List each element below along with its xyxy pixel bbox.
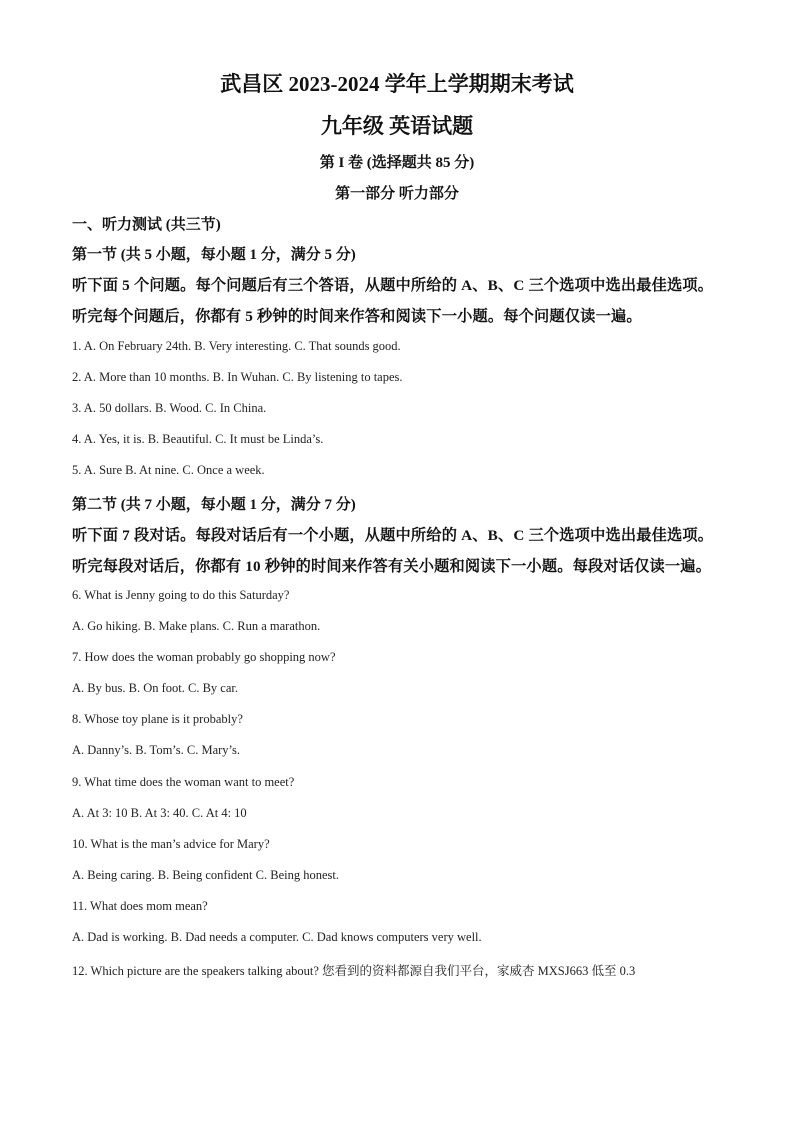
question-item: 8. Whose toy plane is it probably? [72, 712, 243, 726]
section2-instruction: 听下面 7 段对话。每段对话后有一个小题，从题中所给的 A、B、C 三个选项中选出最佳选项。 [72, 527, 714, 544]
question-item: 2. A. More than 10 months. B. In Wuhan. C. By listening to tapes. [72, 370, 403, 384]
question-item: 6. What is Jenny going to do this Saturday? [72, 588, 290, 602]
question-item: 4. A. Yes, it is. B. Beautiful. C. It must be Linda’s. [72, 432, 324, 446]
question-item: 7. How does the woman probably go shopping now? [72, 650, 336, 664]
section1-instruction: 听下面 5 个问题。每个问题后有三个答语，从题中所给的 A、B、C 三个选项中选出最佳选项。 [72, 277, 714, 294]
question-options: A. At 3: 10 B. At 3: 40. C. At 4: 10 [72, 806, 247, 820]
section1-instruction: 听完每个问题后，你都有 5 秒钟的时间来作答和阅读下一小题。每个问题仅读一遍。 [72, 308, 642, 325]
listening-heading: 一、听力测试 (共三节) [72, 217, 221, 233]
question-item: 1. A. On February 24th. B. Very interesting. C. That sounds good. [72, 339, 401, 353]
question-item: 9. What time does the woman want to meet? [72, 775, 295, 789]
section2-instruction: 听完每段对话后，你都有 10 秒钟的时间来作答有关小题和阅读下一小题。每段对话仅读一遍。 [72, 558, 712, 575]
volume-heading: 第 I 卷 (选择题共 85 分) [319, 155, 475, 171]
question-item: 10. What is the man’s advice for Mary? [72, 837, 270, 851]
question-options: A. Go hiking. B. Make plans. C. Run a marathon. [72, 619, 321, 633]
question-options: A. Danny’s. B. Tom’s. C. Mary’s. [72, 743, 240, 757]
part-heading: 第一部分 听力部分 [335, 186, 459, 202]
exam-title: 武昌区 2023-2024 学年上学期期末考试 [220, 72, 574, 96]
question-item: 11. What does mom mean? [72, 899, 208, 913]
section1-heading: 第一节 (共 5 小题，每小题 1 分，满分 5 分) [72, 247, 356, 263]
question-options: A. By bus. B. On foot. C. By car. [72, 681, 238, 695]
question-options: A. Dad is working. B. Dad needs a computer. C. Dad knows computers very well. [72, 930, 482, 944]
question-options: A. Being caring. B. Being confident C. Being honest. [72, 868, 339, 882]
section2-heading: 第二节 (共 7 小题，每小题 1 分，满分 7 分) [72, 497, 356, 513]
exam-subtitle: 九年级 英语试题 [320, 114, 474, 138]
question-item: 3. A. 50 dollars. B. Wood. C. In China. [72, 401, 267, 415]
question-item: 5. A. Sure B. At nine. C. Once a week. [72, 463, 265, 477]
question-item: 12. Which picture are the speakers talking about? 您看到的资料都源自我们平台，家威杏 MXSJ663 低至 0.3 [72, 964, 636, 978]
